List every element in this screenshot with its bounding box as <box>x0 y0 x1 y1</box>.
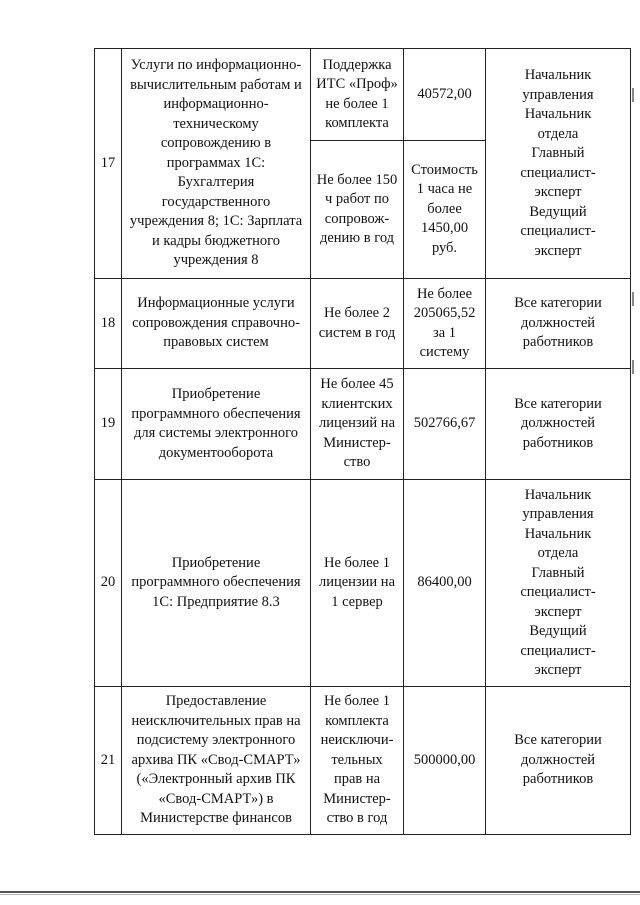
page-bottom-rule-shadow <box>0 894 640 895</box>
service-name: Предоставление неисключительных прав на подсистему электронного архива ПК «Свод-СМАРТ» («Электронный архив ПК «Свод-СМАРТ») в Министерстве финансов <box>122 687 311 835</box>
service-name: Информационные услуги сопровождения справочно- правовых систем <box>122 279 311 369</box>
positions-cell: Все категории должностей работников <box>486 279 631 369</box>
service-name: Приобретение программного обеспечения 1С: Предприятие 8.3 <box>122 480 311 687</box>
page-bottom-rule <box>0 891 640 893</box>
positions-cell: Все категории должностей работников <box>486 687 631 835</box>
row-number: 19 <box>95 369 122 480</box>
row-number: 21 <box>95 687 122 835</box>
service-name: Приобретение программного обеспечения для системы электронного документооборота <box>122 369 311 480</box>
table-row <box>95 279 631 369</box>
positions-cell: Все категории должностей работников <box>486 369 631 480</box>
price-cell: Не более 205065,52 за 1 систему <box>404 279 486 369</box>
service-name: Услуги по информационно- вычислительным работам и информационно- техническому сопровождению в программах 1С: Бухгалтерия государственного учреждения 8; 1С: Зарплата и кадры бюджетного учреждения 8 <box>122 49 311 279</box>
quantity-cell: Не более 45 клиентских лицензий на Министер- ство <box>311 369 404 480</box>
price-cell: 500000,00 <box>404 687 486 835</box>
quantity-cell: Не более 150 ч работ по сопровож- дению в год <box>311 141 404 279</box>
price-cell: 40572,00 <box>404 49 486 141</box>
quantity-cell: Не более 1 лицензии на 1 сервер <box>311 480 404 687</box>
table-row <box>95 369 631 480</box>
price-cell: Стоимость 1 часа не более 1450,00 руб. <box>404 141 486 279</box>
scan-edge-mark <box>632 292 634 306</box>
row-number: 18 <box>95 279 122 369</box>
quantity-cell: Не более 1 комплекта неисключи- тельных прав на Министер- ство в год <box>311 687 404 835</box>
procurement-norms-table <box>94 48 631 835</box>
positions-cell: Начальник управления Начальник отдела Главный специалист- эксперт Ведущий специалист- эксперт <box>486 49 631 279</box>
scan-edge-mark <box>632 360 634 374</box>
row-number: 17 <box>95 49 122 279</box>
scan-edge-mark <box>632 88 634 102</box>
table-row <box>95 49 631 141</box>
row-number: 20 <box>95 480 122 687</box>
quantity-cell: Не более 2 систем в год <box>311 279 404 369</box>
table-row <box>95 687 631 835</box>
positions-cell: Начальник управления Начальник отдела Главный специалист- эксперт Ведущий специалист- эксперт <box>486 480 631 687</box>
price-cell: 502766,67 <box>404 369 486 480</box>
table-row <box>95 480 631 687</box>
quantity-cell: Поддержка ИТС «Проф» не более 1 комплекта <box>311 49 404 141</box>
price-cell: 86400,00 <box>404 480 486 687</box>
